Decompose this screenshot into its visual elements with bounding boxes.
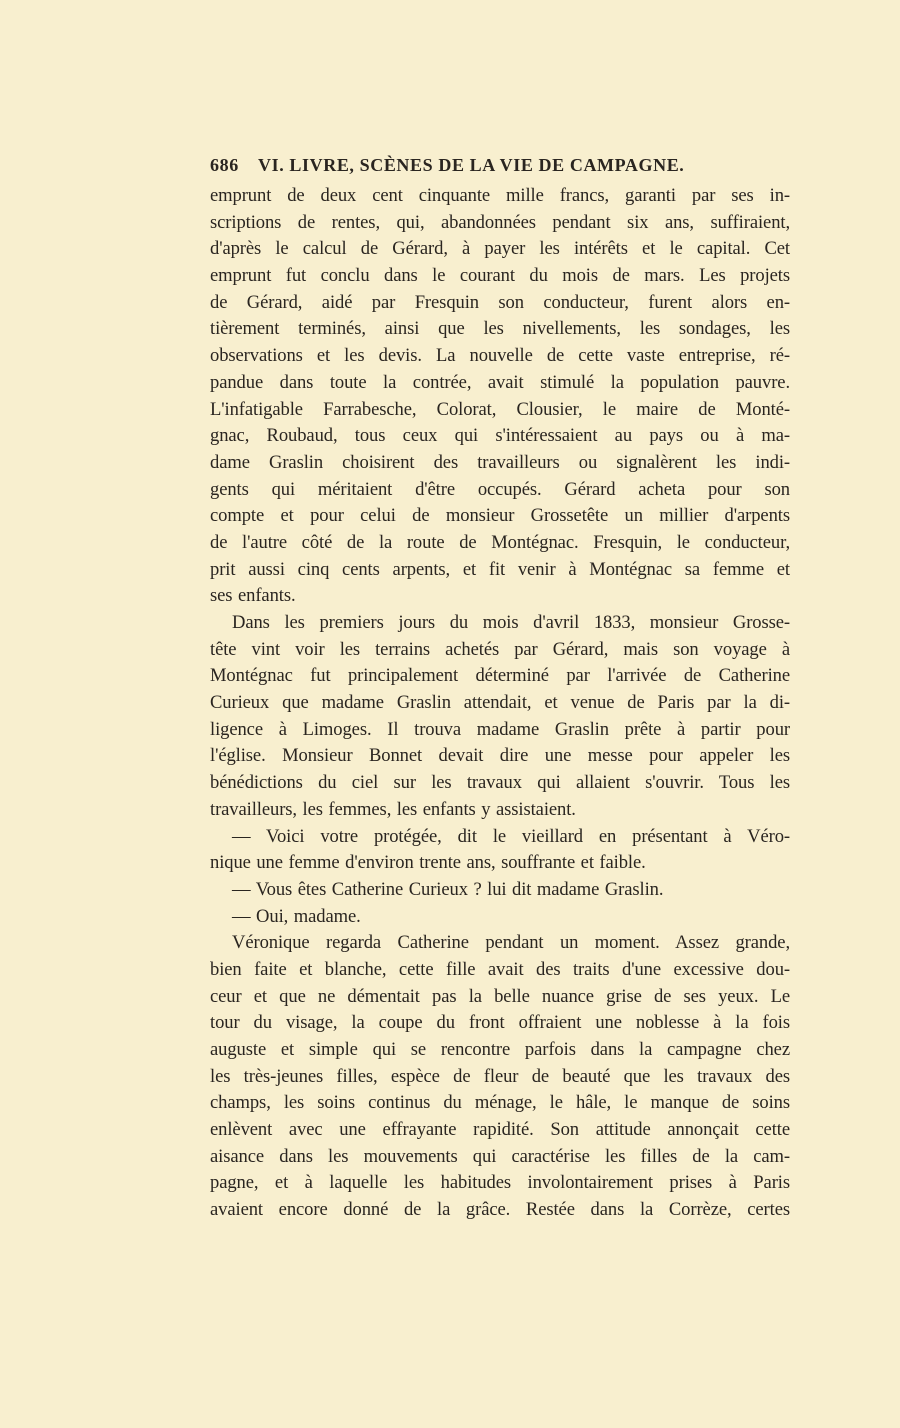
text-line: tour du visage, la coupe du front offraient une noblesse à la fois <box>210 1012 790 1034</box>
text-line: de l'autre côté de la route de Montégnac. Fresquin, le conducteur, <box>210 531 790 553</box>
text-line: ses enfants. <box>210 585 296 607</box>
text-line: Curieux que madame Graslin attendait, et venue de Paris par la di- <box>210 692 790 714</box>
text-line: bien faite et blanche, cette fille avait des traits d'une excessive dou- <box>210 958 790 980</box>
text-line: tièrement terminés, ainsi que les nivellements, les sondages, les <box>210 318 790 340</box>
text-line: L'infatigable Farrabesche, Colorat, Clousier, le maire de Monté- <box>210 398 790 420</box>
text-line: de Gérard, aidé par Fresquin son conducteur, furent alors en- <box>210 291 790 313</box>
text-line: d'après le calcul de Gérard, à payer les intérêts et le capital. Cet <box>210 238 790 260</box>
text-line: gnac, Roubaud, tous ceux qui s'intéressaient au pays ou à ma- <box>210 425 790 447</box>
text-line: les très-jeunes filles, espèce de fleur de beauté que les travaux des <box>210 1065 790 1087</box>
text-line: emprunt fut conclu dans le courant du mois de mars. Les projets <box>210 265 790 287</box>
text-line: — Oui, madame. <box>232 905 361 927</box>
text-line: compte et pour celui de monsieur Grossetête un millier d'arpents <box>210 505 790 527</box>
text-line: — Vous êtes Catherine Curieux ? lui dit madame Graslin. <box>232 878 664 900</box>
text-line: Dans les premiers jours du mois d'avril 1833, monsieur Grosse- <box>232 612 790 633</box>
text-line: Montégnac fut principalement déterminé par l'arrivée de Catherine <box>210 665 790 687</box>
text-line: champs, les soins continus du ménage, le hâle, le manque de soins <box>210 1092 790 1114</box>
text-line: nique une femme d'environ trente ans, souffrante et faible. <box>210 852 646 874</box>
text-line: ligence à Limoges. Il trouva madame Graslin prête à partir pour <box>210 718 790 740</box>
page-number: 686 <box>210 155 239 175</box>
text-line: pandue dans toute la contrée, avait stimulé la population pauvre. <box>210 371 790 393</box>
text-line: l'église. Monsieur Bonnet devait dire une messe pour appeler les <box>210 745 790 767</box>
running-header <box>210 155 790 181</box>
text-line: aisance dans les mouvements qui caractérise les filles de la cam- <box>210 1145 790 1167</box>
text-line: avaient encore donné de la grâce. Restée dans la Corrèze, certes <box>210 1199 790 1221</box>
text-line: scriptions de rentes, qui, abandonnées pendant six ans, suffiraient, <box>210 211 790 233</box>
text-line: pagne, et à laquelle les habitudes involontairement prises à Paris <box>210 1172 790 1194</box>
text-line: observations et les devis. La nouvelle de cette vaste entreprise, ré- <box>210 345 790 367</box>
body-text <box>210 183 790 1224</box>
text-line: bénédictions du ciel sur les travaux qui allaient s'ouvrir. Tous les <box>210 772 790 794</box>
text-line: — Voici votre protégée, dit le vieillard en présentant à Véro- <box>232 825 790 847</box>
text-line: Véronique regarda Catherine pendant un moment. Assez grande, <box>232 932 790 954</box>
text-line: ceur et que ne démentait pas la belle nuance grise de ses yeux. Le <box>210 985 790 1007</box>
text-line: enlèvent avec une effrayante rapidité. Son attitude annonçait cette <box>210 1119 790 1141</box>
text-line: emprunt de deux cent cinquante mille francs, garanti par ses in- <box>210 185 790 206</box>
running-title: VI. LIVRE, SCÈNES DE LA VIE DE CAMPAGNE. <box>258 155 685 175</box>
text-line: gents qui méritaient d'être occupés. Gérard acheta pour son <box>210 478 790 500</box>
text-line: dame Graslin choisirent des travailleurs ou signalèrent les indi- <box>210 451 790 473</box>
text-line: travailleurs, les femmes, les enfants y assistaient. <box>210 798 576 820</box>
text-line: tête vint voir les terrains achetés par Gérard, mais son voyage à <box>210 638 790 660</box>
text-line: auguste et simple qui se rencontre parfois dans la campagne chez <box>210 1039 790 1060</box>
text-line: prit aussi cinq cents arpents, et fit venir à Montégnac sa femme et <box>210 558 790 580</box>
